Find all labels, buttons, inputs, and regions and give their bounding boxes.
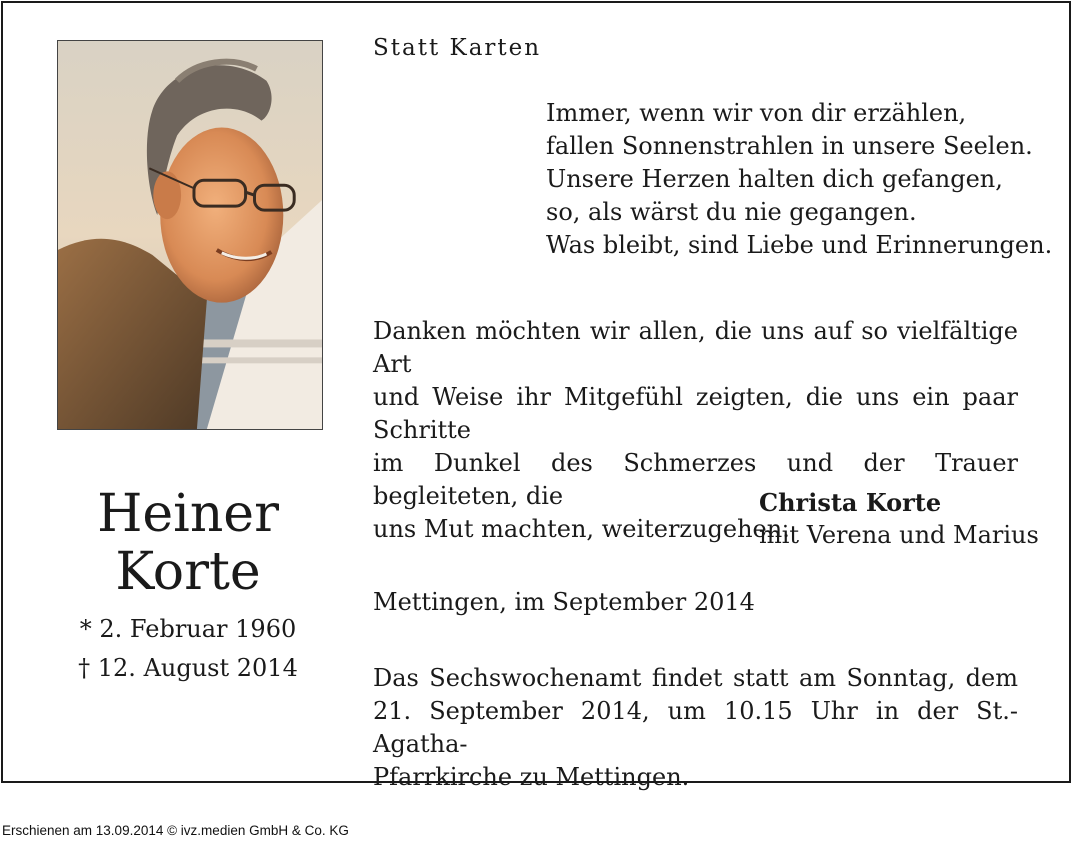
- obituary-notice: [1, 1, 1071, 791]
- mass-line: Pfarrkirche zu Mettingen.: [373, 763, 690, 791]
- thanks-line: und Weise ihr Mitgefühl zeigten, die uns ein paar Schritte: [373, 383, 1018, 444]
- publication-footer: Erschienen am 13.09.2014 © ivz.medien GmbH & Co. KG: [2, 823, 349, 838]
- poem-line: fallen Sonnenstrahlen in unsere Seelen.: [546, 132, 1033, 160]
- poem-line: Unsere Herzen halten dich gefangen,: [546, 165, 1003, 193]
- deceased-last-name: Korte: [115, 542, 261, 602]
- poem-line: Was bleibt, sind Liebe und Erinnerungen.: [546, 231, 1053, 259]
- thanks-line: im Dunkel des Schmerzes und der Trauer begleiteten, die: [373, 449, 1018, 510]
- place-date: Mettingen, im September 2014: [373, 588, 755, 616]
- signature-name: Christa Korte: [759, 488, 942, 517]
- signature-block: [759, 486, 1039, 552]
- poem: [546, 97, 1053, 262]
- birth-date: * 2. Februar 1960: [79, 615, 297, 643]
- poem-line: Immer, wenn wir von dir erzählen,: [546, 99, 967, 127]
- notice-header: Statt Karten: [373, 35, 542, 61]
- thanks-line: uns Mut machten, weiterzugehen.: [373, 515, 790, 543]
- death-date: † 12. August 2014: [78, 654, 298, 682]
- mass-line: 21. September 2014, um 10.15 Uhr in der St.-Agatha-: [373, 697, 1018, 758]
- portrait-photo: [57, 40, 323, 430]
- signature-with: mit Verena und Marius: [759, 521, 1039, 549]
- mass-announcement: [373, 662, 1018, 794]
- poem-line: so, als wärst du nie gegangen.: [546, 198, 917, 226]
- deceased-first-name: Heiner: [97, 484, 279, 544]
- mass-line: Das Sechswochenamt findet statt am Sonntag, dem: [373, 664, 1018, 692]
- thanks-line: Danken möchten wir allen, die uns auf so vielfältige Art: [373, 317, 1018, 378]
